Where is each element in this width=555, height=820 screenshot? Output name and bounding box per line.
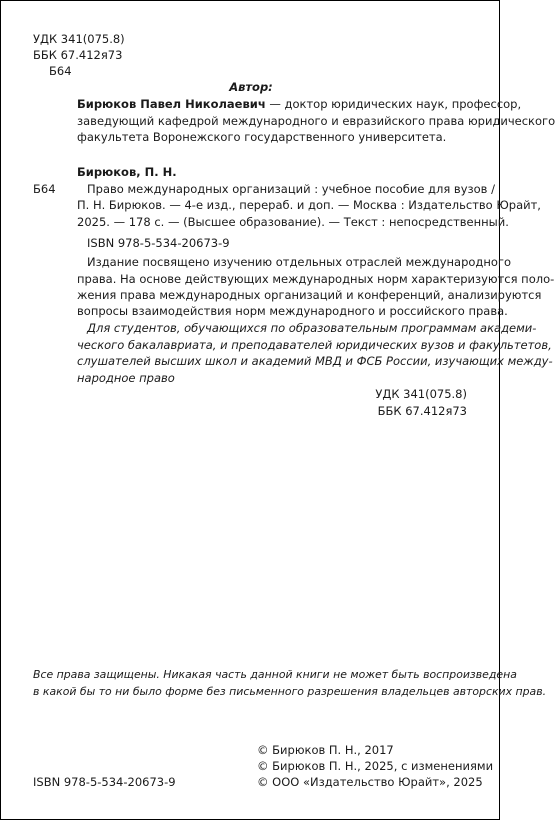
bbk-code: ББК 67.412я73 bbox=[33, 48, 123, 62]
annotation-line-4: вопросы взаимодействия норм международного и российского права. bbox=[77, 304, 508, 318]
audience-line-2: ческого бакалавриата, и преподавателей юридических вузов и факультетов, bbox=[77, 338, 552, 352]
annotation-line-1: Издание посвящено изучению отдельных отраслей международного bbox=[87, 255, 511, 269]
audience-line-3: слушателей высших школ и академий МВД и ФСБ России, изучающих между- bbox=[77, 354, 553, 368]
audience-line-1: Для студентов, обучающихся по образовательным программам академи- bbox=[87, 321, 537, 335]
footer-isbn: ISBN 978-5-534-20673-9 bbox=[33, 775, 176, 789]
annotation-line-2: права. На основе действующих международных норм характеризуются поло- bbox=[77, 272, 555, 286]
catalog-line-3: 2025. — 178 с. — (Высшее образование). — Текст : непосредственный. bbox=[77, 215, 509, 229]
author-heading: Автор: bbox=[229, 80, 273, 94]
author-desc-2: заведующий кафедрой международного и евразийского права юридического bbox=[77, 114, 555, 128]
catalog-line-1: Право международных организаций : учебное пособие для вузов / bbox=[87, 182, 495, 196]
catalog-line-2: П. Н. Бирюков. — 4-е изд., перераб. и доп. — Москва : Издательство Юрайт, bbox=[77, 198, 541, 212]
catalog-isbn: ISBN 978-5-534-20673-9 bbox=[87, 236, 230, 250]
author-name: Бирюков Павел Николаевич bbox=[77, 97, 266, 111]
author-info bbox=[77, 96, 522, 113]
audience-line-4: народное право bbox=[77, 371, 175, 385]
copyright-line-1: © Бирюков П. Н., 2017 bbox=[257, 743, 394, 757]
copyright-line-3: © ООО «Издательство Юрайт», 2025 bbox=[257, 775, 483, 789]
catalog-code: Б64 bbox=[33, 182, 56, 196]
rights-line-1: Все права защищены. Никакая часть данной книги не может быть воспроизведена bbox=[33, 668, 517, 681]
author-mark: Б64 bbox=[49, 64, 72, 78]
udk-code-right: УДК 341(075.8) bbox=[375, 387, 467, 401]
bbk-code-right: ББК 67.412я73 bbox=[377, 404, 467, 418]
rights-line-2: в какой бы то ни было форме без письменного разрешения владельцев авторских прав. bbox=[33, 685, 547, 698]
author-desc-3: факультета Воронежского государственного университета. bbox=[77, 130, 447, 144]
catalog-author: Бирюков, П. Н. bbox=[77, 165, 177, 179]
annotation-line-3: жения права международных организаций и конференций, анализируются bbox=[77, 288, 542, 302]
udk-code: УДК 341(075.8) bbox=[33, 32, 125, 46]
author-desc-1: — доктор юридических наук, профессор, bbox=[265, 97, 522, 111]
copyright-line-2: © Бирюков П. Н., 2025, с изменениями bbox=[257, 759, 494, 773]
